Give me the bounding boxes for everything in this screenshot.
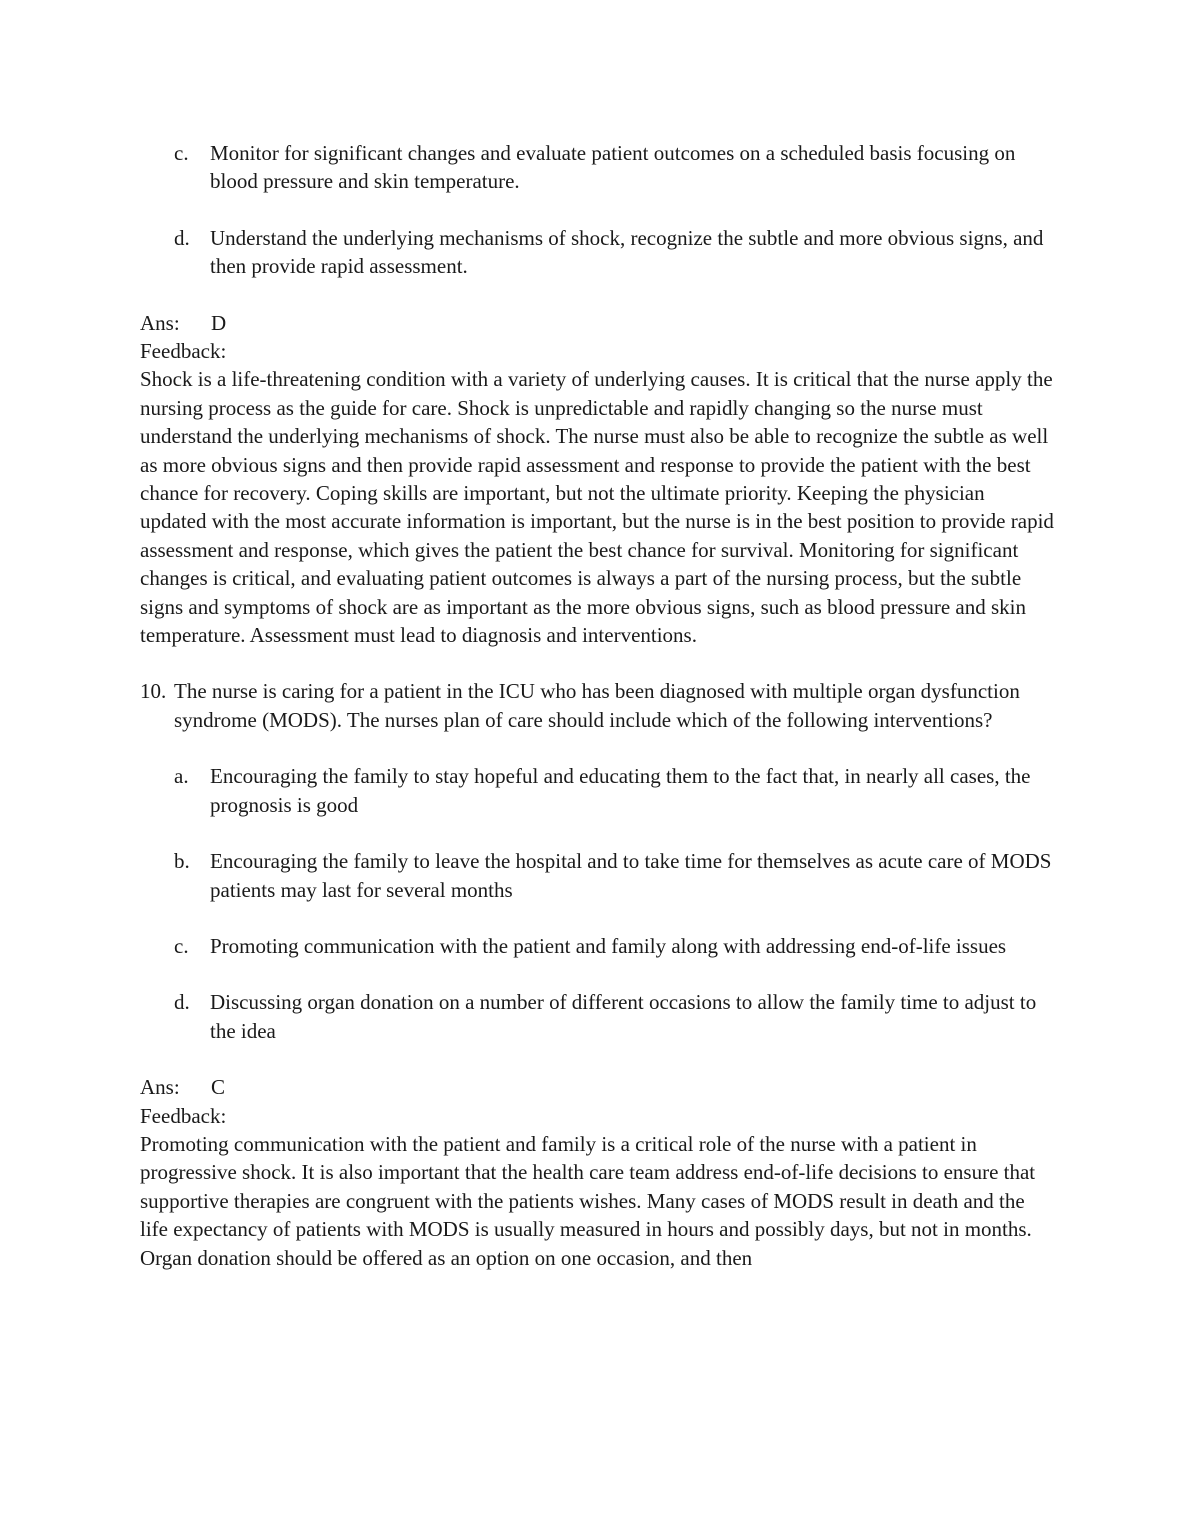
feedback-label: Feedback:	[140, 1103, 227, 1128]
option-text: Encouraging the family to leave the hospital and to take time for themselves as acute care of MODS patients may last for several months	[210, 849, 1052, 902]
option-a	[140, 762, 1055, 819]
option-letter: c.	[174, 933, 189, 958]
option-text: Discussing organ donation on a number of different occasions to allow the family time to adjust to the idea	[210, 990, 1037, 1043]
option-text: Understand the underlying mechanisms of shock, recognize the subtle and more obvious signs, and then provide rapid assessment.	[210, 225, 1044, 279]
question-number: 10.	[140, 679, 167, 704]
question-10	[140, 677, 1055, 734]
document-page	[140, 139, 1055, 1300]
answer-label: Ans:	[140, 1075, 180, 1100]
option-d	[140, 988, 1055, 1045]
option-c	[140, 932, 1055, 960]
answer-line	[140, 309, 1055, 337]
option-text: Encouraging the family to stay hopeful and educating them to the fact that, in nearly all cases, the prognosis is good	[210, 764, 1031, 817]
answer-value: C	[211, 1075, 226, 1100]
feedback-label: Feedback:	[140, 339, 227, 364]
answer-label: Ans:	[140, 310, 180, 335]
option-letter: c.	[174, 141, 189, 165]
option-letter: d.	[174, 990, 190, 1015]
option-text: Promoting communication with the patient and family along with addressing end-of-life issues	[210, 933, 1007, 958]
option-d	[140, 224, 1055, 281]
option-letter: a.	[174, 764, 189, 789]
option-b	[140, 847, 1055, 904]
answer-line	[140, 1073, 1055, 1101]
option-text: Monitor for significant changes and evaluate patient outcomes on a scheduled basis focusing on blood pressure and skin temperature.	[210, 141, 1016, 194]
question-text: The nurse is caring for a patient in the ICU who has been diagnosed with multiple organ dysfunction syndrome (MODS). The nurses plan of care should include which of the following interventions?	[174, 679, 1020, 732]
question-10-options	[140, 762, 1055, 1045]
question-9-options	[140, 139, 1055, 281]
feedback-text: Promoting communication with the patient and family is a critical role of the nurse with a patient in progressive shock. It is also important that the health care team address end-of-life decisions to ensure that supportive therapies are congruent with the patients wishes. Many cases of MODS result in death and the life expectancy of patients with MODS is usually measured in hours and possibly days, but not in months. Organ donation should be offered as an option on one occasion, and then	[140, 1131, 1036, 1270]
option-letter: d.	[174, 225, 190, 250]
feedback-text: Shock is a life-threatening condition with a variety of underlying causes. It is critical that the nurse apply the nursing process as the guide for care. Shock is unpredictable and rapidly changing so the nurse must understand the underlying mechanisms of shock. The nurse must also be able to recognize the subtle as well as more obvious signs and then provide rapid assessment and response to provide the patient with the best chance for recovery. Coping skills are important, but not the ultimate priority. Keeping the physician updated with the most accurate information is important, but the nurse is in the best position to provide rapid assessment and response, which gives the patient the best chance for survival. Monitoring for significant changes is critical, and evaluating patient outcomes is always a part of the nursing process, but the subtle signs and symptoms of shock are as important as the more obvious signs, such as blood pressure and skin temperature. Assessment must lead to diagnosis and interventions.	[140, 367, 1054, 648]
answer-value: D	[211, 310, 227, 335]
option-c	[140, 139, 1055, 196]
option-letter: b.	[174, 849, 190, 874]
